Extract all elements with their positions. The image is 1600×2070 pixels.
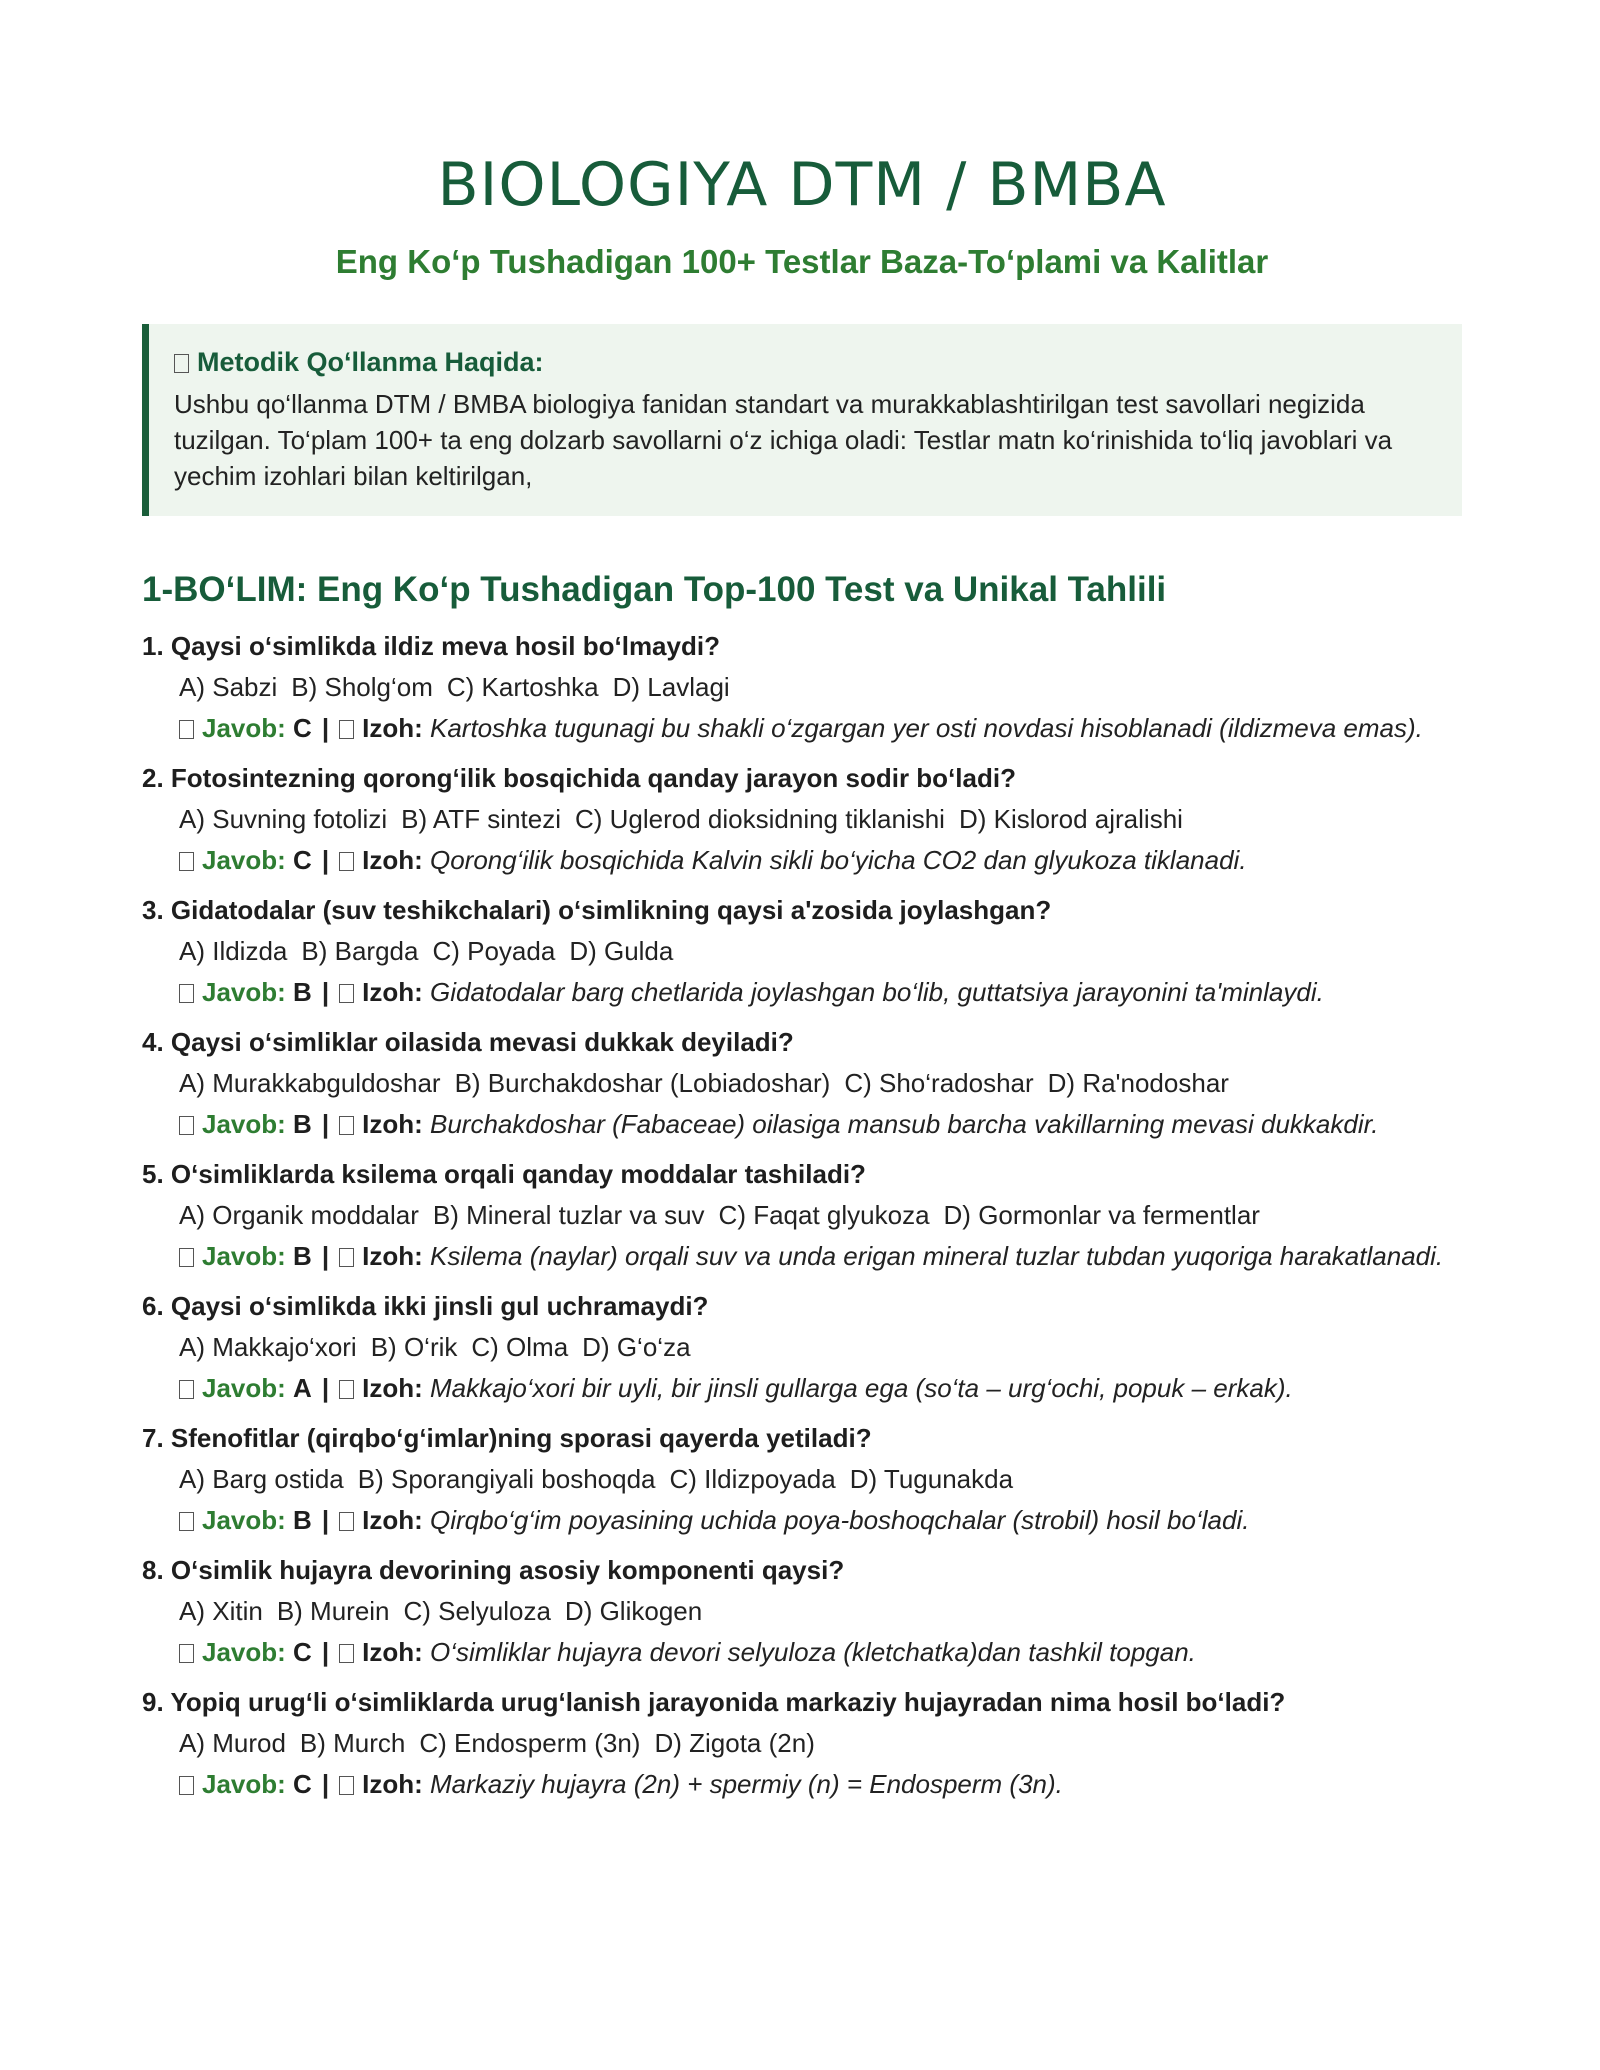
answer-option: D) Kislorod ajralishi xyxy=(958,804,1183,834)
answer-option: D) Zigota (2n) xyxy=(654,1728,815,1758)
answer-option: A) Murakkabguldoshar xyxy=(179,1068,441,1098)
question-text: 8. O‘simlik hujayra devorining asosiy komponenti qaysi? xyxy=(142,1555,845,1585)
options-row xyxy=(142,932,1462,970)
explanation-label: Izoh: xyxy=(362,1769,423,1799)
answer-option: A) Barg ostida xyxy=(179,1464,344,1494)
explanation-label: Izoh: xyxy=(362,1505,423,1535)
info-icon xyxy=(339,720,354,739)
answer-option: D) Glikogen xyxy=(564,1596,703,1626)
answer-option: A) Murod xyxy=(179,1728,286,1758)
answer-label: Javob: xyxy=(202,1769,286,1799)
document-page xyxy=(142,0,1462,1816)
explanation-label: Izoh: xyxy=(362,1241,423,1271)
answer-option: D) Gormonlar va fermentlar xyxy=(943,1200,1260,1230)
options-row xyxy=(142,1196,1462,1234)
question-text: 1. Qaysi o‘simlikda ildiz meva hosil bo‘lmaydi? xyxy=(142,631,720,661)
page-subtitle: Eng Ko‘p Tushadigan 100+ Testlar Baza-To‘plami va Kalitlar xyxy=(335,243,1269,280)
check-icon xyxy=(179,984,194,1003)
explanation-text: Gidatodalar barg chetlarida joylashgan bo‘lib, guttatsiya jarayonini ta'minlaydi. xyxy=(430,977,1324,1007)
separator: | xyxy=(321,1109,330,1139)
info-icon xyxy=(339,1644,354,1663)
answer-value: C xyxy=(293,1637,312,1667)
question-item xyxy=(142,1288,1462,1406)
question-item xyxy=(142,1552,1462,1670)
info-icon xyxy=(339,1248,354,1267)
answer-row xyxy=(142,1106,1462,1142)
info-icon xyxy=(339,1116,354,1135)
answer-option: B) Sporangiyali boshoqda xyxy=(357,1464,656,1494)
question-list xyxy=(142,628,1462,1802)
explanation-text: Qirqbo‘g‘im poyasining uchida poya-boshoqchalar (strobil) hosil bo‘ladi. xyxy=(430,1505,1250,1535)
question-text: 6. Qaysi o‘simlikda ikki jinsli gul uchramaydi? xyxy=(142,1291,709,1321)
info-icon xyxy=(339,1776,354,1795)
answer-value: B xyxy=(293,1109,312,1139)
question-item xyxy=(142,1420,1462,1538)
answer-option: A) Suvning fotolizi xyxy=(179,804,388,834)
answer-row xyxy=(142,1370,1462,1406)
check-icon xyxy=(179,1116,194,1135)
note-heading-row xyxy=(174,344,1432,380)
explanation-text: Kartoshka tugunagi bu shakli o‘zgargan yer osti novdasi hisoblanadi (ildizmeva emas). xyxy=(430,713,1423,743)
question-item xyxy=(142,892,1462,1010)
answer-label: Javob: xyxy=(202,1637,286,1667)
answer-option: D) Tugunakda xyxy=(849,1464,1014,1494)
answer-option: C) Endosperm (3n) xyxy=(419,1728,641,1758)
answer-option: C) Selyuloza xyxy=(403,1596,551,1626)
info-icon xyxy=(339,984,354,1003)
check-icon xyxy=(179,1644,194,1663)
check-icon xyxy=(179,720,194,739)
answer-option: B) Murch xyxy=(299,1728,406,1758)
explanation-label: Izoh: xyxy=(362,845,423,875)
separator: | xyxy=(321,1769,330,1799)
options-row xyxy=(142,800,1462,838)
answer-label: Javob: xyxy=(202,1505,286,1535)
answer-option: C) Faqat glyukoza xyxy=(718,1200,930,1230)
answer-value: B xyxy=(293,1241,312,1271)
book-icon xyxy=(174,354,189,373)
separator: | xyxy=(321,1505,330,1535)
options-row xyxy=(142,668,1462,706)
question-item xyxy=(142,1156,1462,1274)
answer-value: C xyxy=(293,1769,312,1799)
answer-option: C) Poyada xyxy=(432,936,556,966)
answer-option: C) Sho‘radoshar xyxy=(844,1068,1034,1098)
answer-row xyxy=(142,1766,1462,1802)
answer-option: C) Uglerod dioksidning tiklanishi xyxy=(575,804,945,834)
question-item xyxy=(142,1684,1462,1802)
check-icon xyxy=(179,1380,194,1399)
question-text: 7. Sfenofitlar (qirqbo‘g‘imlar)ning sporasi qayerda yetiladi? xyxy=(142,1423,872,1453)
answer-row xyxy=(142,1502,1462,1538)
options-row xyxy=(142,1724,1462,1762)
question-text: 4. Qaysi o‘simliklar oilasida mevasi dukkak deyiladi? xyxy=(142,1027,794,1057)
answer-row xyxy=(142,974,1462,1010)
page-title: BIOLOGIYA DTM / BMBA xyxy=(437,150,1167,220)
options-row xyxy=(142,1460,1462,1498)
section-title: 1-BO‘LIM: Eng Ko‘p Tushadigan Top-100 Test va Unikal Tahlili xyxy=(142,570,1167,609)
check-icon xyxy=(179,1776,194,1795)
answer-option: A) Sabzi xyxy=(179,672,278,702)
answer-row xyxy=(142,710,1462,746)
options-row xyxy=(142,1328,1462,1366)
answer-row xyxy=(142,842,1462,878)
check-icon xyxy=(179,852,194,871)
explanation-label: Izoh: xyxy=(362,1637,423,1667)
methodology-note xyxy=(142,324,1462,516)
question-text: 5. O‘simliklarda ksilema orqali qanday moddalar tashiladi? xyxy=(142,1159,866,1189)
answer-option: C) Ildizpoyada xyxy=(669,1464,836,1494)
answer-label: Javob: xyxy=(202,713,286,743)
check-icon xyxy=(179,1512,194,1531)
answer-option: B) ATF sintezi xyxy=(401,804,561,834)
answer-value: B xyxy=(293,1505,312,1535)
answer-option: A) Makkajo‘xori xyxy=(179,1332,357,1362)
question-text: 2. Fotosintezning qorong‘ilik bosqichida qanday jarayon sodir bo‘ladi? xyxy=(142,763,1016,793)
separator: | xyxy=(321,977,330,1007)
explanation-label: Izoh: xyxy=(362,1373,423,1403)
answer-row xyxy=(142,1634,1462,1670)
question-text: 9. Yopiq urug‘li o‘simliklarda urug‘lanish jarayonida markaziy hujayradan nima hosil bo‘ladi? xyxy=(142,1687,1286,1717)
separator: | xyxy=(321,845,330,875)
answer-value: A xyxy=(293,1373,312,1403)
answer-option: A) Xitin xyxy=(179,1596,263,1626)
info-icon xyxy=(339,852,354,871)
explanation-text: Makkajo‘xori bir uyli, bir jinsli gullarga ega (so‘ta – urg‘ochi, popuk – erkak). xyxy=(430,1373,1293,1403)
answer-option: B) Murein xyxy=(276,1596,390,1626)
explanation-label: Izoh: xyxy=(362,1109,423,1139)
explanation-label: Izoh: xyxy=(362,977,423,1007)
answer-label: Javob: xyxy=(202,977,286,1007)
question-text: 3. Gidatodalar (suv teshikchalari) o‘simlikning qaysi a'zosida joylashgan? xyxy=(142,895,1052,925)
separator: | xyxy=(321,1241,330,1271)
answer-option: C) Olma xyxy=(471,1332,569,1362)
explanation-text: Markaziy hujayra (2n) + spermiy (n) = Endosperm (3n). xyxy=(430,1769,1063,1799)
answer-label: Javob: xyxy=(202,1373,286,1403)
info-icon xyxy=(339,1380,354,1399)
answer-option: B) O‘rik xyxy=(370,1332,458,1362)
explanation-text: Burchakdoshar (Fabaceae) oilasiga mansub barcha vakillarning mevasi dukkakdir. xyxy=(430,1109,1379,1139)
check-icon xyxy=(179,1248,194,1267)
explanation-text: O‘simliklar hujayra devori selyuloza (kletchatka)dan tashkil topgan. xyxy=(430,1637,1196,1667)
separator: | xyxy=(321,1373,330,1403)
answer-option: D) Gulda xyxy=(569,936,674,966)
separator: | xyxy=(321,1637,330,1667)
options-row xyxy=(142,1592,1462,1630)
answer-value: C xyxy=(293,713,312,743)
question-item xyxy=(142,760,1462,878)
explanation-label: Izoh: xyxy=(362,713,423,743)
answer-option: B) Burchakdoshar (Lobiadoshar) xyxy=(454,1068,831,1098)
answer-option: C) Kartoshka xyxy=(446,672,599,702)
answer-option: B) Mineral tuzlar va suv xyxy=(432,1200,705,1230)
answer-label: Javob: xyxy=(202,845,286,875)
answer-option: B) Bargda xyxy=(301,936,419,966)
answer-option: A) Ildizda xyxy=(179,936,288,966)
question-item xyxy=(142,1024,1462,1142)
answer-value: B xyxy=(293,977,312,1007)
answer-option: B) Sholg‘om xyxy=(291,672,433,702)
info-icon xyxy=(339,1512,354,1531)
answer-value: C xyxy=(293,845,312,875)
separator: | xyxy=(321,713,330,743)
answer-option: D) G‘o‘za xyxy=(582,1332,691,1362)
answer-row xyxy=(142,1238,1462,1274)
answer-label: Javob: xyxy=(202,1241,286,1271)
explanation-text: Qorong‘ilik bosqichida Kalvin sikli bo‘yicha CO2 dan glyukoza tiklanadi. xyxy=(430,845,1247,875)
answer-option: A) Organik moddalar xyxy=(179,1200,419,1230)
explanation-text: Ksilema (naylar) orqali suv va unda erigan mineral tuzlar tubdan yuqoriga harakatlanadi. xyxy=(430,1241,1444,1271)
answer-label: Javob: xyxy=(202,1109,286,1139)
options-row xyxy=(142,1064,1462,1102)
question-item xyxy=(142,628,1462,746)
note-body: Ushbu qo‘llanma DTM / BMBA biologiya fanidan standart va murakkablashtirilgan test savollari negizida tuzilgan. To‘plam 100+ ta eng dolzarb savollarni o‘z ichiga oladi: Testlar matn ko‘rinishida to‘liq javoblari va yechim izohlari bilan keltirilgan, xyxy=(174,389,1393,491)
answer-option: D) Ra'nodoshar xyxy=(1047,1068,1229,1098)
answer-option: D) Lavlagi xyxy=(612,672,730,702)
note-heading: Metodik Qo‘llanma Haqida: xyxy=(197,347,544,377)
